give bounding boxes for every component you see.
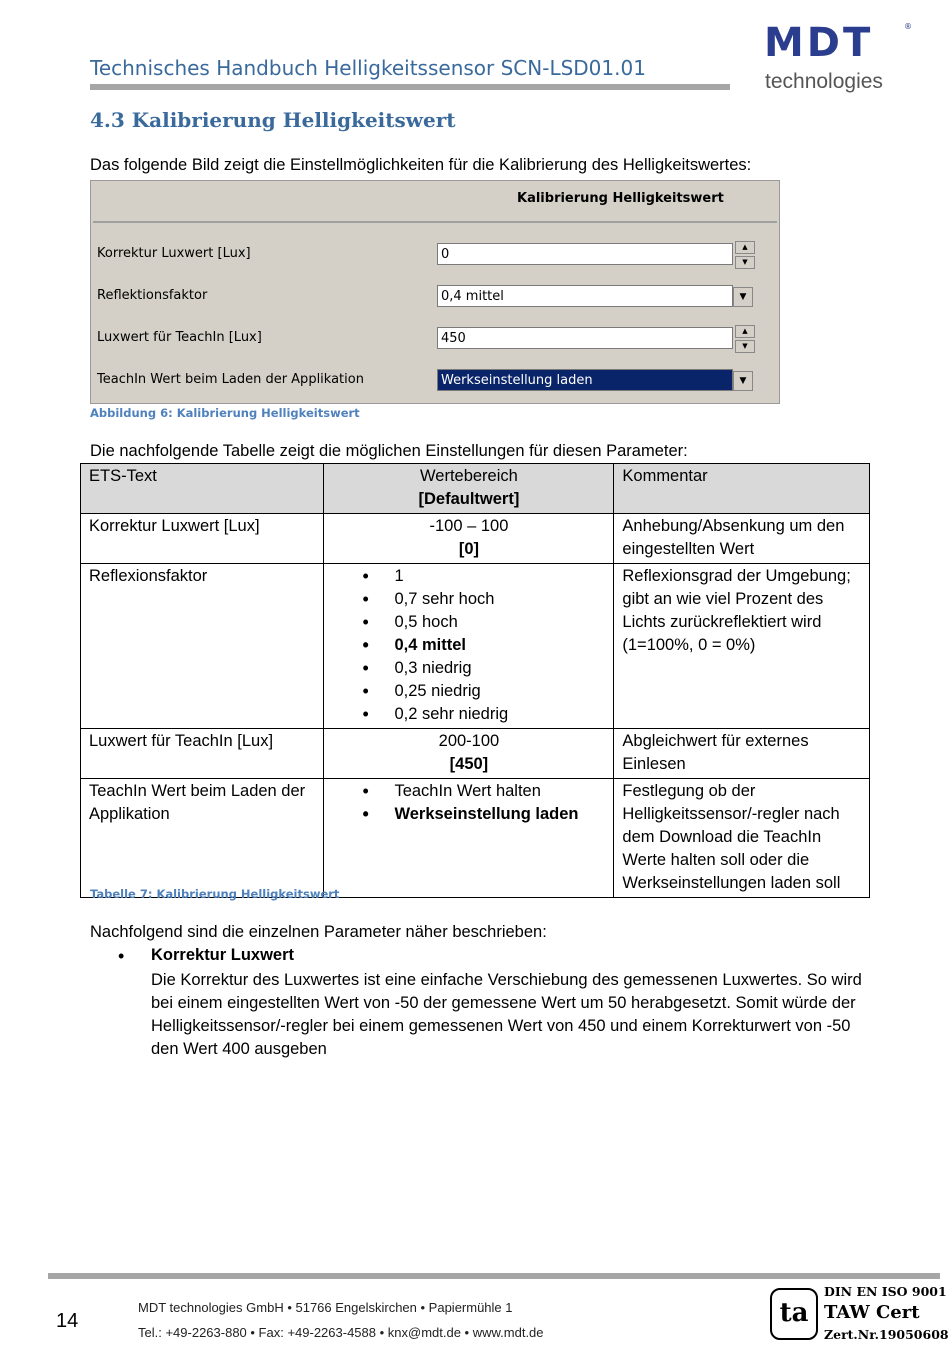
header-kommentar: Kommentar — [614, 464, 870, 514]
table-intro: Die nachfolgende Tabelle zeigt die möglichen Einstellungen für diesen Parameter: — [90, 442, 688, 460]
page-number: 14 — [56, 1310, 79, 1332]
bullet-icon: • — [118, 946, 125, 966]
cell-ets: TeachIn Wert beim Laden der Applikation — [81, 779, 324, 898]
figure-caption: Abbildung 6: Kalibrierung Helligkeitswert — [90, 406, 360, 420]
option-item: • 0,2 sehr niedrig — [332, 703, 605, 726]
korrektur-heading: Korrektur Luxwert — [151, 946, 295, 964]
header-ets-text: ETS-Text — [81, 464, 324, 514]
cell-range — [324, 729, 614, 779]
table-row — [81, 564, 870, 729]
cert-name: TAW Cert — [824, 1302, 920, 1323]
spin-up-icon[interactable]: ▲ — [735, 325, 755, 338]
option-item: • 1 — [332, 565, 605, 588]
taw-cert-logo: ta — [770, 1288, 818, 1340]
logo-subtitle: technologies — [765, 70, 883, 93]
reflektionsfaktor-select[interactable]: 0,4 mittel — [437, 285, 733, 307]
cell-ets: Luxwert für TeachIn [Lux] — [81, 729, 324, 779]
table-caption: Tabelle 7: Kalibrierung Helligkeitswert — [90, 887, 340, 901]
footer-rule — [48, 1273, 940, 1279]
table-row — [81, 514, 870, 564]
range-value: -100 – 100 — [429, 517, 509, 535]
header-range: Wertebereich — [420, 467, 518, 485]
calibration-dialog — [90, 180, 780, 404]
option-list — [332, 780, 605, 826]
cert-standard: DIN EN ISO 9001 — [824, 1284, 947, 1299]
spin-down-icon[interactable]: ▼ — [735, 340, 755, 353]
option-item-default: • 0,4 mittel — [332, 634, 605, 657]
logo-main: MDT — [764, 20, 874, 66]
footer-contact: Tel.: +49-2263-880 • Fax: +49-2263-4588 • knx@mdt.de • www.mdt.de — [138, 1325, 544, 1340]
option-item: • TeachIn Wert halten — [332, 780, 605, 803]
cell-ets: Reflexionsfaktor — [81, 564, 324, 729]
table-row — [81, 779, 870, 898]
cell-comment: Reflexionsgrad der Umgebung; gibt an wie viel Prozent des Lichts zurückreflektiert wird (1=100%, 0 = 0%) — [614, 564, 870, 729]
default-value: [0] — [458, 540, 479, 558]
footer-address: MDT technologies GmbH • 51766 Engelskirchen • Papiermühle 1 — [138, 1300, 513, 1315]
option-item-default: • Werkseinstellung laden — [332, 803, 605, 826]
table-header-row — [81, 464, 870, 514]
chevron-down-icon[interactable]: ▼ — [733, 371, 753, 391]
cell-options — [324, 779, 614, 898]
cell-comment: Abgleichwert für externes Einlesen — [614, 729, 870, 779]
header-rule — [90, 84, 730, 90]
mdt-logo — [764, 22, 914, 102]
parameter-table — [80, 463, 870, 898]
spin-down-icon[interactable]: ▼ — [735, 256, 755, 269]
option-item: • 0,3 niedrig — [332, 657, 605, 680]
option-item: • 0,7 sehr hoch — [332, 588, 605, 611]
korrektur-description: Die Korrektur des Luxwertes ist eine einfache Verschiebung des gemessenen Luxwertes. So wird bei einem eingestellten Wert von -50 der gemessene Wert um 50 herabgesetzt. Somit würde der Helligkeitssensor/-regler bei einem gemessenen Wert von 450 und einem Korrekturwert von -50 den Wert 400 ausgeben — [151, 971, 862, 1058]
dialog-title: Kalibrierung Helligkeitswert — [517, 191, 724, 206]
cell-comment: Anhebung/Absenkung um den eingestellten Wert — [614, 514, 870, 564]
cell-options — [324, 564, 614, 729]
cell-ets: Korrektur Luxwert [Lux] — [81, 514, 324, 564]
spin-up-icon[interactable]: ▲ — [735, 241, 755, 254]
luxwert-teachin-spinner[interactable] — [735, 325, 755, 351]
dialog-header — [93, 183, 777, 223]
cert-number: Zert.Nr.19050608 — [824, 1327, 949, 1342]
teachin-laden-select[interactable]: Werkseinstellung laden — [437, 369, 733, 391]
option-list — [332, 565, 605, 726]
header-default: [Defaultwert] — [418, 490, 520, 508]
luxwert-teachin-label: Luxwert für TeachIn [Lux] — [97, 330, 262, 345]
cell-range — [324, 514, 614, 564]
header-wertebereich — [324, 464, 614, 514]
intro-paragraph: Das folgende Bild zeigt die Einstellmöglichkeiten für die Kalibrierung des Helligkeitswertes: — [90, 156, 752, 174]
chevron-down-icon[interactable]: ▼ — [733, 287, 753, 307]
cell-comment: Festlegung ob der Helligkeitssensor/-regler nach dem Download die TeachIn Werte halten soll oder die Werkseinstellungen laden soll — [614, 779, 870, 898]
table-row — [81, 729, 870, 779]
section-heading: 4.3 Kalibrierung Helligkeitswert — [90, 108, 456, 132]
korrektur-luxwert-input[interactable]: 0 — [437, 243, 733, 265]
document-title: Technisches Handbuch Helligkeitssensor SCN-LSD01.01 — [90, 56, 646, 80]
details-intro: Nachfolgend sind die einzelnen Parameter näher beschrieben: — [90, 923, 547, 941]
range-value: 200-100 — [438, 732, 500, 750]
default-value: [450] — [449, 755, 489, 773]
luxwert-teachin-input[interactable]: 450 — [437, 327, 733, 349]
option-item: • 0,25 niedrig — [332, 680, 605, 703]
korrektur-luxwert-label: Korrektur Luxwert [Lux] — [97, 246, 251, 261]
option-item: • 0,5 hoch — [332, 611, 605, 634]
teachin-laden-label: TeachIn Wert beim Laden der Applikation — [97, 372, 364, 387]
logo-registered-mark: ® — [904, 22, 912, 31]
korrektur-luxwert-spinner[interactable] — [735, 241, 755, 267]
reflektionsfaktor-label: Reflektionsfaktor — [97, 288, 208, 303]
